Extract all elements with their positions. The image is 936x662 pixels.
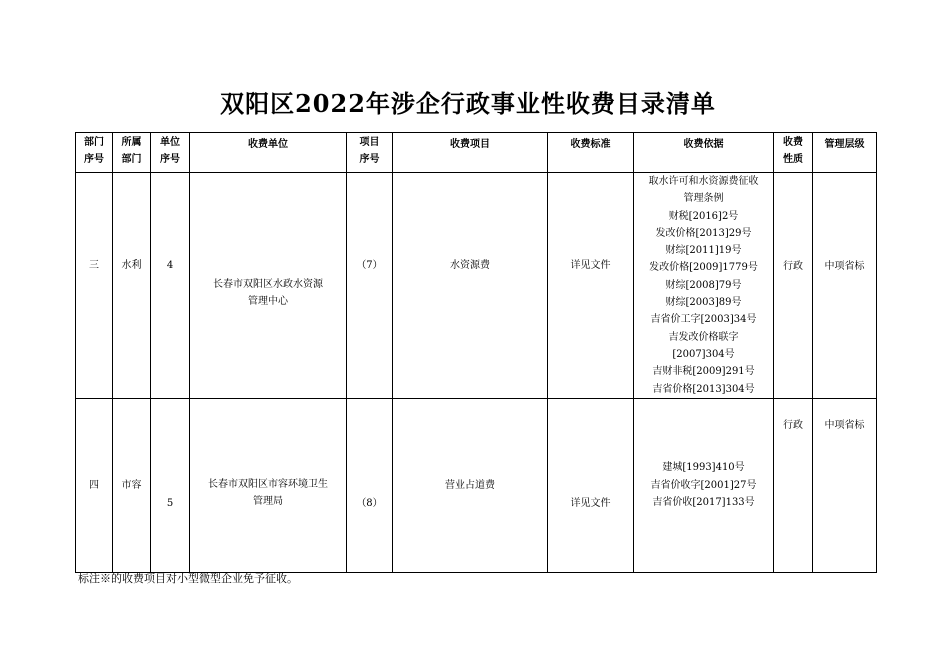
- cell-level: 中项省标: [813, 398, 877, 572]
- cell-nature: 行政: [774, 398, 813, 572]
- header-unit: 收费单位: [190, 133, 347, 173]
- cell-dept-no: 四: [76, 398, 113, 572]
- cell-unit: 长春市双阳区市容环境卫生 管理局: [190, 398, 347, 572]
- header-nature: 收费 性质: [774, 133, 813, 173]
- header-item-no: 项目 序号: [347, 133, 393, 173]
- cell-item-no: （7）: [347, 173, 393, 399]
- cell-dept: 水利: [113, 173, 151, 399]
- cell-dept: 市容: [113, 398, 151, 572]
- cell-level: 中项省标: [813, 173, 877, 399]
- cell-nature: 行政: [774, 173, 813, 399]
- cell-unit-no: 5: [151, 398, 190, 572]
- cell-dept-no: 三: [76, 173, 113, 399]
- header-unit-no: 单位 序号: [151, 133, 190, 173]
- cell-unit: 长春市双阳区水政水资源 管理中心: [190, 173, 347, 399]
- cell-item: 营业占道费: [393, 398, 548, 572]
- header-dept-no: 部门 序号: [76, 133, 113, 173]
- cell-basis: 建城[1993]410号 吉省价收字[2001]27号 吉省价收[2017]133号: [634, 398, 774, 572]
- cell-standard: 详见文件: [548, 173, 634, 399]
- page-title: 双阳区2022年涉企行政事业性收费目录清单: [220, 89, 716, 118]
- header-standard: 收费标准: [548, 133, 634, 173]
- table-header-row: [76, 133, 877, 173]
- table-row: [76, 398, 877, 572]
- cell-item: 水资源费: [393, 173, 548, 399]
- footnote: 标注※的收费项目对小型微型企业免予征收。: [78, 572, 298, 585]
- fee-table: [75, 132, 877, 573]
- header-level: 管理层级: [813, 133, 877, 173]
- cell-standard: 详见文件: [548, 398, 634, 572]
- header-basis: 收费依据: [634, 133, 774, 173]
- cell-item-no: （8）: [347, 398, 393, 572]
- table-row: [76, 173, 877, 399]
- header-dept: 所属 部门: [113, 133, 151, 173]
- cell-unit-no: 4: [151, 173, 190, 399]
- cell-basis: 取水许可和水资源费征收 管理条例 财税[2016]2号 发改价格[2013]29号 财综[2011]19号 发改价格[2009]1779号 财综[2008]79号 财综[2003]89号 吉省价工字[2003]34号 吉发改价格联字 [2007]304号 吉财非税[2009]291号 吉省价格[2013]304号: [634, 173, 774, 399]
- header-item: 收费项目: [393, 133, 548, 173]
